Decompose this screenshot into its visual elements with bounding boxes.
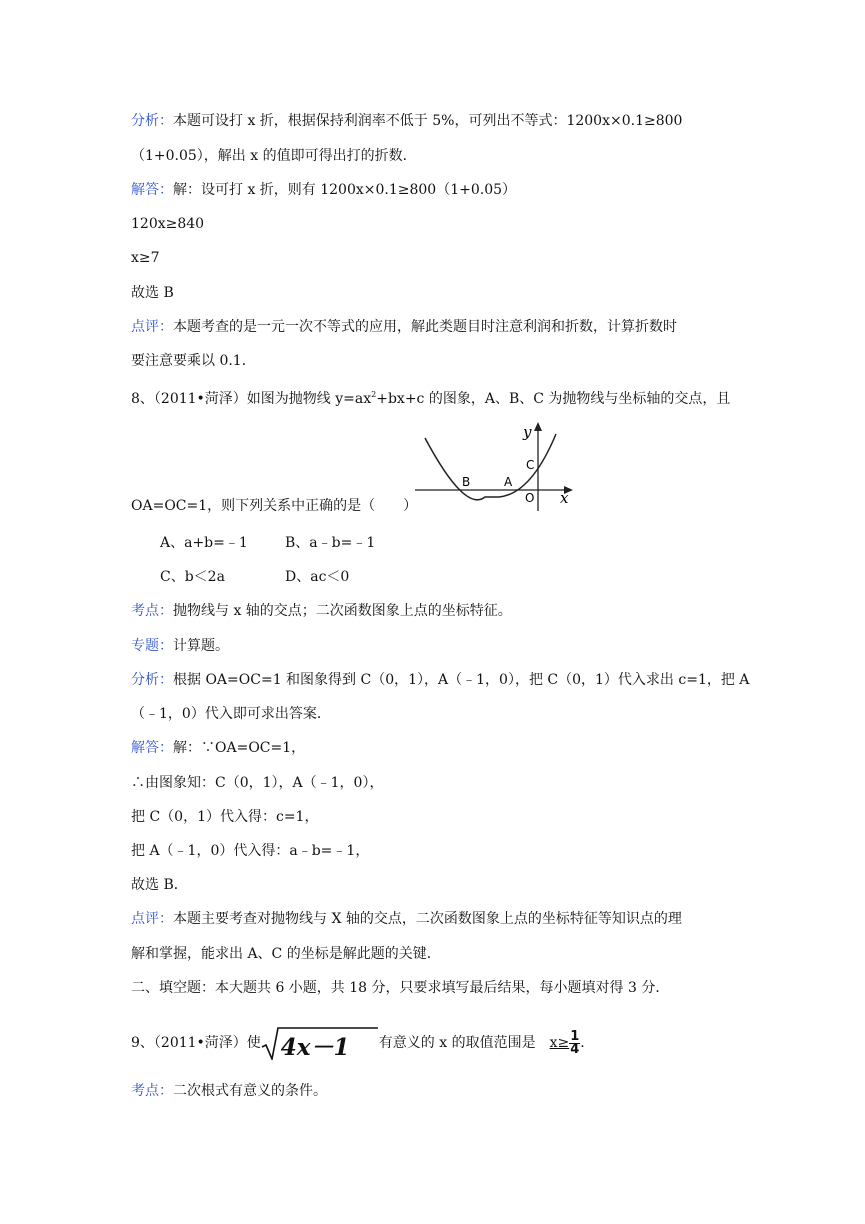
point-a-label: A: [504, 475, 513, 489]
q9-answer: [549, 1028, 581, 1057]
zhuanti-label: 专题：: [131, 638, 173, 654]
q7-comment-line-1: [131, 317, 677, 337]
q8-zhuanti-text: 计算题。: [173, 638, 229, 654]
option-a: A、a+b=﹣1: [160, 535, 248, 551]
analysis-label: 分析：: [131, 113, 173, 129]
q8-stem-sup: 2: [371, 390, 377, 399]
q7-analysis-line-1: [131, 111, 682, 131]
q7-answer-line-1: [131, 180, 516, 200]
q8-comment-text-1: 本题主要考查对抛物线与 X 轴的交点，二次函数图象上点的坐标特征等知识点的理: [173, 911, 682, 927]
q8-answer-line-1: [131, 738, 305, 758]
option-c: C、b＜2a: [160, 569, 225, 585]
answer-label: 解答：: [131, 740, 173, 756]
sqrt-expression: [261, 1026, 379, 1060]
q9-period: .: [580, 1035, 585, 1051]
q9-stem-line: [131, 1026, 585, 1060]
q7-analysis-line-2: （1+0.05），解出 x 的值即可得出打的折数．: [131, 148, 417, 164]
section-heading: 二、填空题：本大题共 6 小题，共 18 分，只要求填写最后结果，每小题填对得 3 分．: [131, 980, 670, 996]
analysis-label: 分析：: [131, 672, 173, 688]
q8-stem-line-1: [131, 385, 730, 409]
origin-label: O: [525, 491, 535, 505]
q8-stem-line-2: OA=OC=1，则下列关系中正确的是（ ）: [131, 498, 418, 514]
q8-answer-line-5: 故选 B．: [131, 877, 188, 893]
q8-analysis-text-1: 根据 OA=OC=1 和图象得到 C（0，1），A（﹣1，0），把 C（0，1）代入求出 c=1，把 A: [173, 672, 750, 688]
y-axis-arrow: [534, 422, 542, 431]
radicand: 4x－1: [280, 1034, 350, 1061]
q7-step-3: 故选 B: [131, 285, 174, 301]
q9-stem-a: 9、（2011•菏泽）使: [131, 1035, 261, 1051]
q8-answer-line-2: ∴由图象知：C（0，1），A（﹣1，0），: [131, 775, 384, 791]
q8-kaodian-line: [131, 601, 512, 621]
q9-answer-prefix: x≥: [549, 1035, 570, 1051]
option-b: B、a﹣b=﹣1: [285, 535, 376, 551]
comment-label: 点评：: [131, 319, 173, 335]
fraction-denominator: 4: [570, 1041, 580, 1057]
q7-comment-line-2: 要注意要乘以 0.1．: [131, 353, 256, 369]
comment-label: 点评：: [131, 911, 173, 927]
q7-step-2: x≥7: [131, 250, 160, 266]
q8-answer-line-3: 把 C（0，1）代入得：c=1，: [131, 809, 319, 825]
q8-stem-b: +bx+c 的图象，A、B、C 为抛物线与坐标轴的交点，且: [376, 391, 731, 407]
q8-answer-line-4: 把 A（﹣1，0）代入得：a﹣b=﹣1，: [131, 843, 370, 859]
fraction-numerator: 1: [570, 1028, 580, 1044]
q8-comment-line-2: 解和掌握，能求出 A、C 的坐标是解此题的关键．: [131, 946, 441, 962]
point-c-label: C: [526, 458, 535, 472]
q9-stem-b: 有意义的 x 的取值范围是: [378, 1035, 536, 1051]
option-d: D、ac＜0: [285, 569, 350, 585]
q7-answer-text-1: 解：设可打 x 折，则有 1200x×0.1≥800（1+0.05）: [173, 182, 517, 198]
q7-comment-text-1: 本题考查的是一元一次不等式的应用，解此类题目时注意利润和折数，计算折数时: [173, 319, 677, 335]
y-axis-label: y: [523, 423, 532, 441]
kaodian-label: 考点：: [131, 603, 173, 619]
q8-comment-line-1: [131, 909, 682, 929]
q9-kaodian-text: 二次根式有意义的条件。: [173, 1083, 327, 1099]
q7-analysis-text-1: 本题可设打 x 折，根据保持利润率不低于 5%，可列出不等式：1200x×0.1≥800: [173, 113, 683, 129]
kaodian-label: 考点：: [131, 1083, 173, 1099]
q8-analysis-line-2: （﹣1，0）代入即可求出答案．: [131, 706, 331, 722]
x-axis-label: x: [560, 489, 569, 507]
parabola-graph: [413, 418, 583, 516]
q7-step-1: 120x≥840: [131, 216, 205, 232]
q9-kaodian-line: [131, 1081, 327, 1101]
point-b-label: B: [462, 475, 471, 489]
q8-answer-text-1: 解：∵OA=OC=1，: [173, 740, 306, 756]
q8-stem-a: 8、（2011•菏泽）如图为抛物线 y=ax: [131, 391, 372, 407]
fraction: [569, 1028, 580, 1057]
q8-analysis-line-1: [131, 670, 749, 690]
answer-label: 解答：: [131, 182, 173, 198]
q8-zhuanti-line: [131, 636, 229, 656]
q8-kaodian-text: 抛物线与 x 轴的交点；二次函数图象上点的坐标特征。: [173, 603, 512, 619]
